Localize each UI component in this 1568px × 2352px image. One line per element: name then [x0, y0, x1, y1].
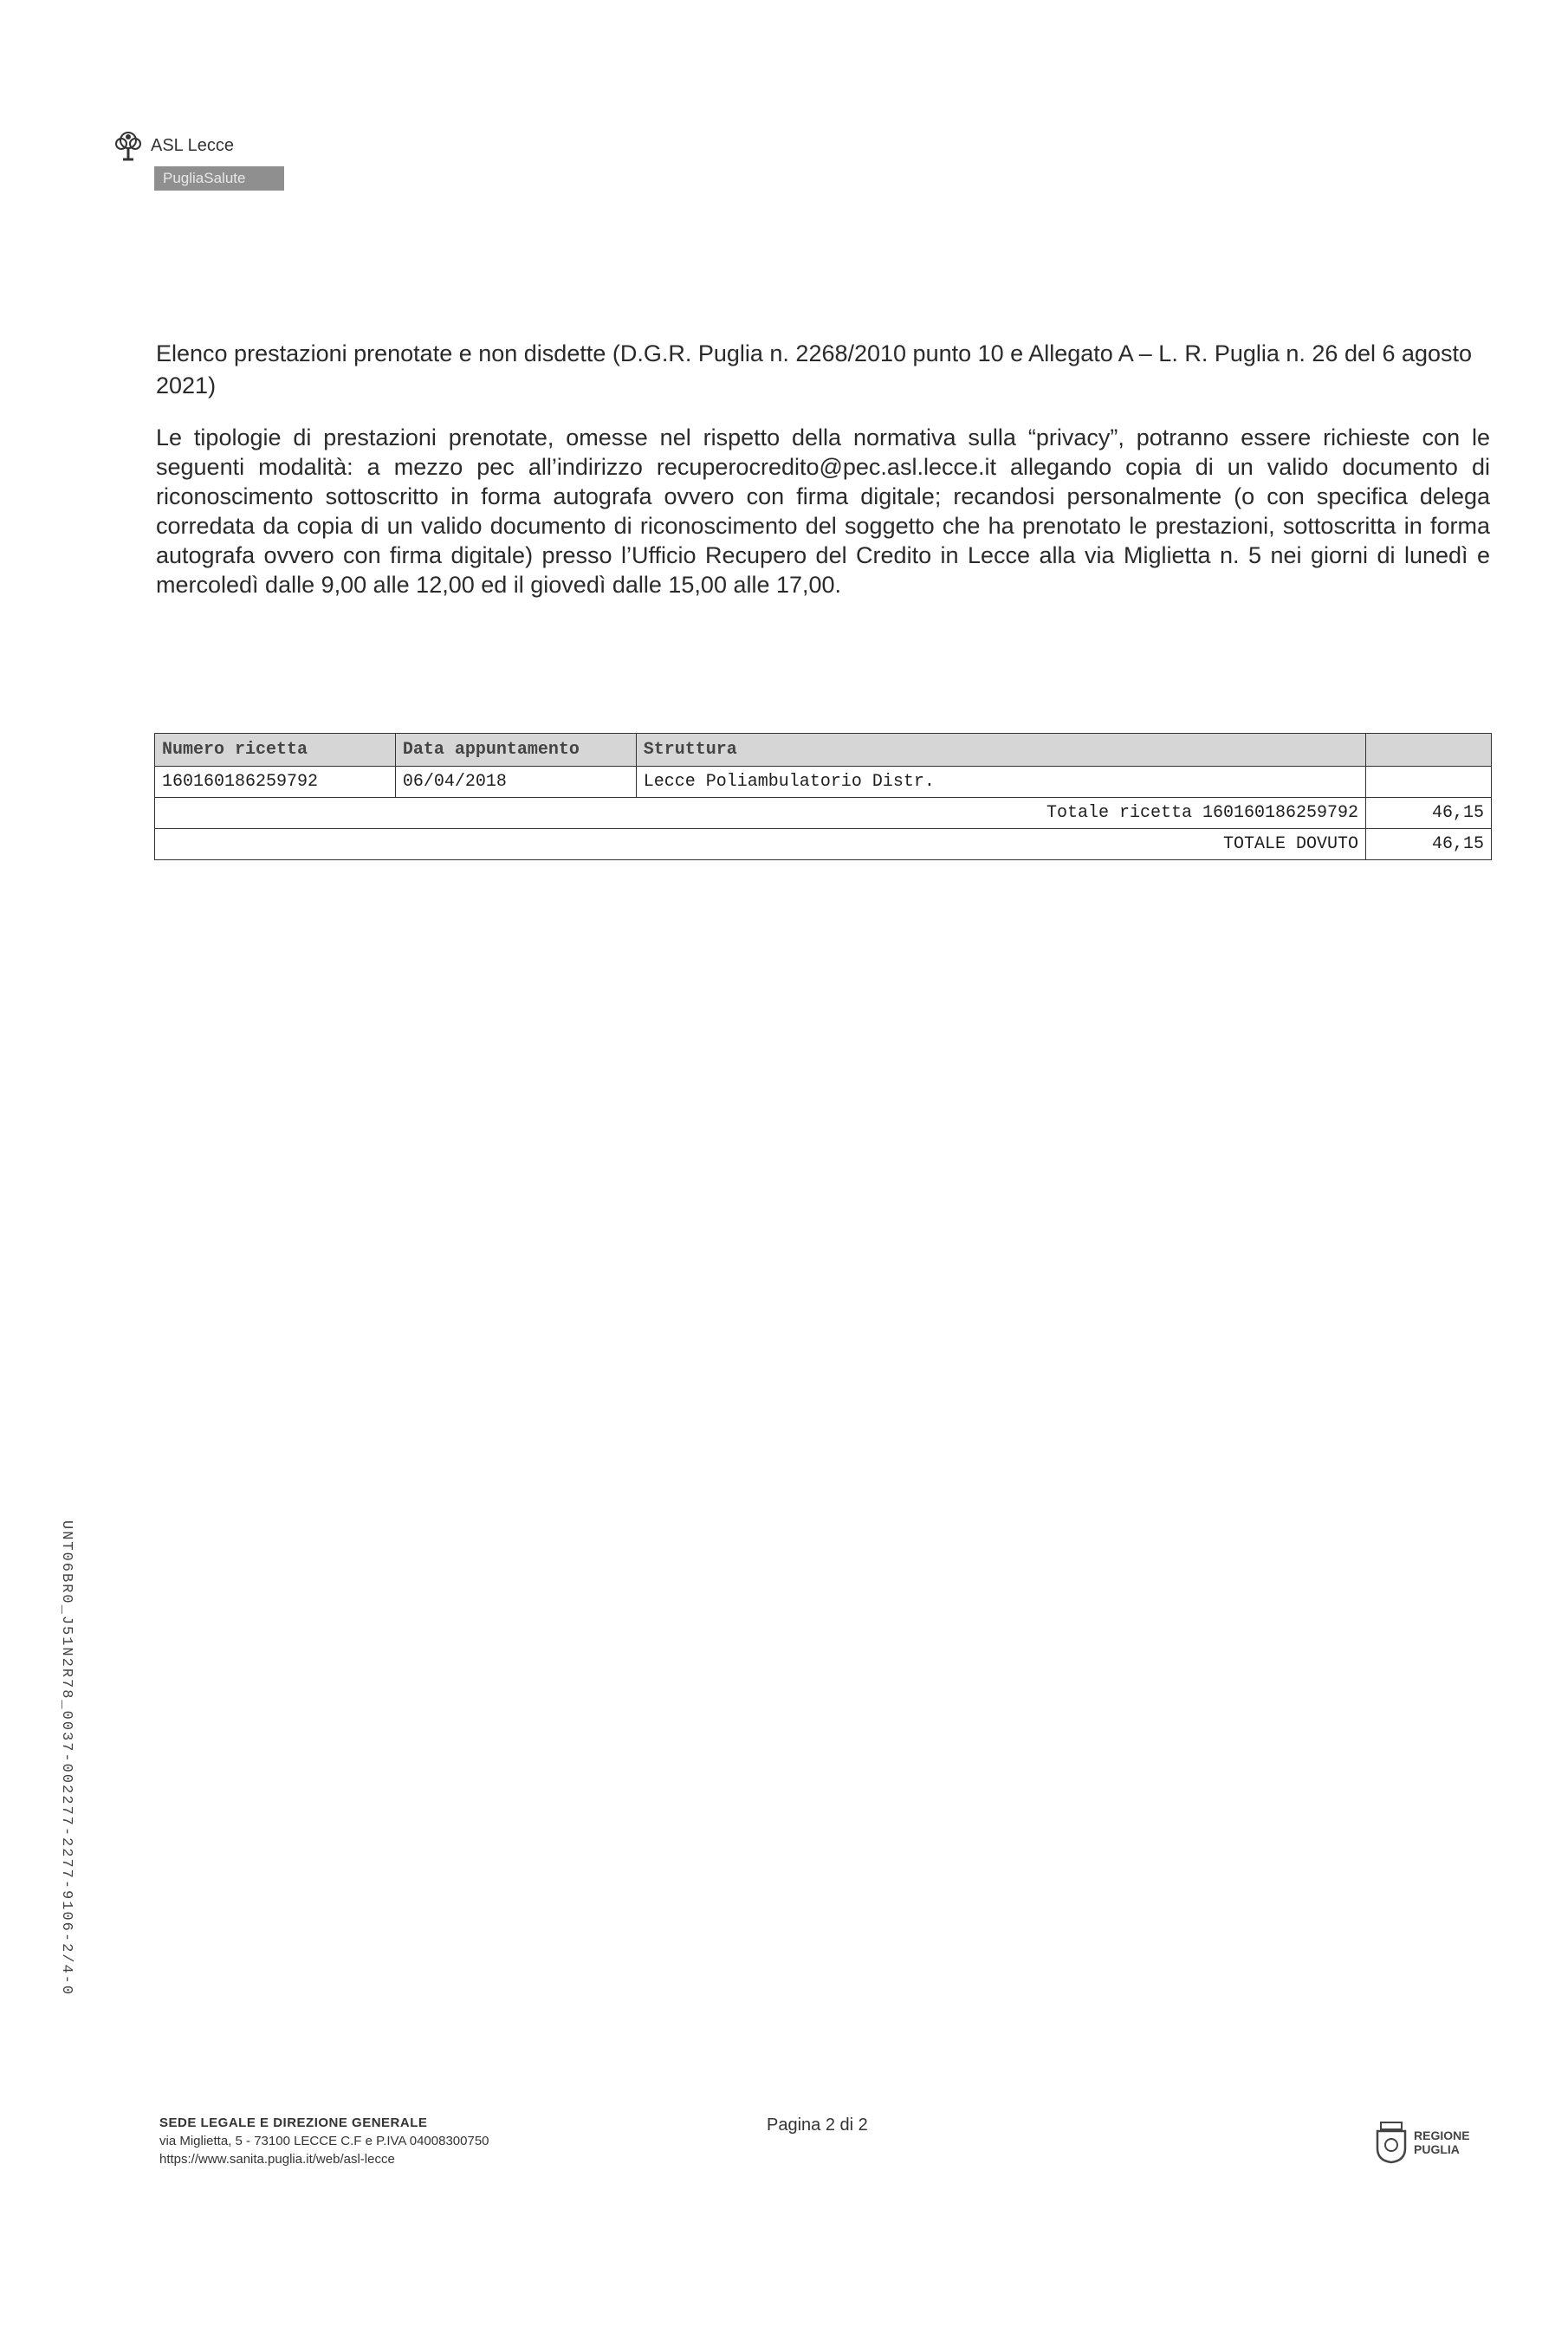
page-number: Pagina 2 di 2 [767, 2116, 868, 2135]
regione-line2: PUGLIA [1414, 2142, 1460, 2156]
table-header-row [155, 734, 1492, 767]
cell-importo [1366, 767, 1492, 798]
subtotal-row [155, 798, 1492, 829]
crest-icon [1374, 2121, 1409, 2164]
document-heading: Elenco prestazioni prenotate e non disdette (D.G.R. Puglia n. 2268/2010 punto 10 e Allegato A – L. R. Puglia n. 26 del 6 agosto 2021) [156, 340, 1473, 398]
subtotal-label: Totale ricetta 160160186259792 [155, 798, 1366, 829]
total-value: 46,15 [1366, 829, 1492, 860]
total-label: TOTALE DOVUTO [155, 829, 1366, 860]
header-numero-ricetta: Numero ricetta [155, 734, 396, 767]
cell-numero-ricetta: 160160186259792 [155, 767, 396, 798]
table-row [155, 767, 1492, 798]
total-row [155, 829, 1492, 860]
prestazioni-table [154, 733, 1492, 860]
header-data-appuntamento: Data appuntamento [395, 734, 636, 767]
side-barcode-text: UNT06BR0_J51N2R78_0037-002277-2277-9106-2/4-0 [58, 1520, 75, 1997]
subtotal-value: 46,15 [1366, 798, 1492, 829]
document-intro: Le tipologie di prestazioni prenotate, omesse nel rispetto della normativa sulla “privacy”, potranno essere richieste con le seguenti modalità: a mezzo pec all’indirizzo recuperocredito@pec.asl.lecce.it allegando copia di un valido documento di riconoscimento sottoscritto in forma autografa ovvero con firma digitale; recandosi personalmente (o con specifica delega corredata da copia di un valido documento di riconoscimento del soggetto che ha prenotato le prestazioni, sottoscritta in forma autografa ovvero con firma digitale) presso l’Ufficio Recupero del Credito in Lecce alla via Miglietta n. 5 nei giorni di lunedì e mercoledì dalle 9,00 alle 12,00 ed il giovedì dalle 15,00 alle 17,00. [156, 424, 1490, 598]
logo-name: ASL Lecce [151, 135, 234, 155]
asl-logo [111, 128, 284, 191]
regione-line1: REGIONE [1414, 2128, 1470, 2142]
regione-puglia-logo [1374, 2121, 1470, 2164]
footer-url: https://www.sanita.puglia.it/web/asl-lecce [159, 2152, 395, 2167]
header-importo [1366, 734, 1492, 767]
logo-subtitle: PugliaSalute [154, 166, 284, 191]
cell-data-appuntamento: 06/04/2018 [395, 767, 636, 798]
footer-address: via Miglietta, 5 - 73100 LECCE C.F e P.IVA 04008300750 [159, 2134, 489, 2148]
footer [159, 2114, 489, 2168]
header-struttura: Struttura [636, 734, 1365, 767]
footer-title: SEDE LEGALE E DIREZIONE GENERALE [159, 2116, 428, 2130]
tree-icon [111, 128, 146, 163]
cell-struttura: Lecce Poliambulatorio Distr. [636, 767, 1365, 798]
